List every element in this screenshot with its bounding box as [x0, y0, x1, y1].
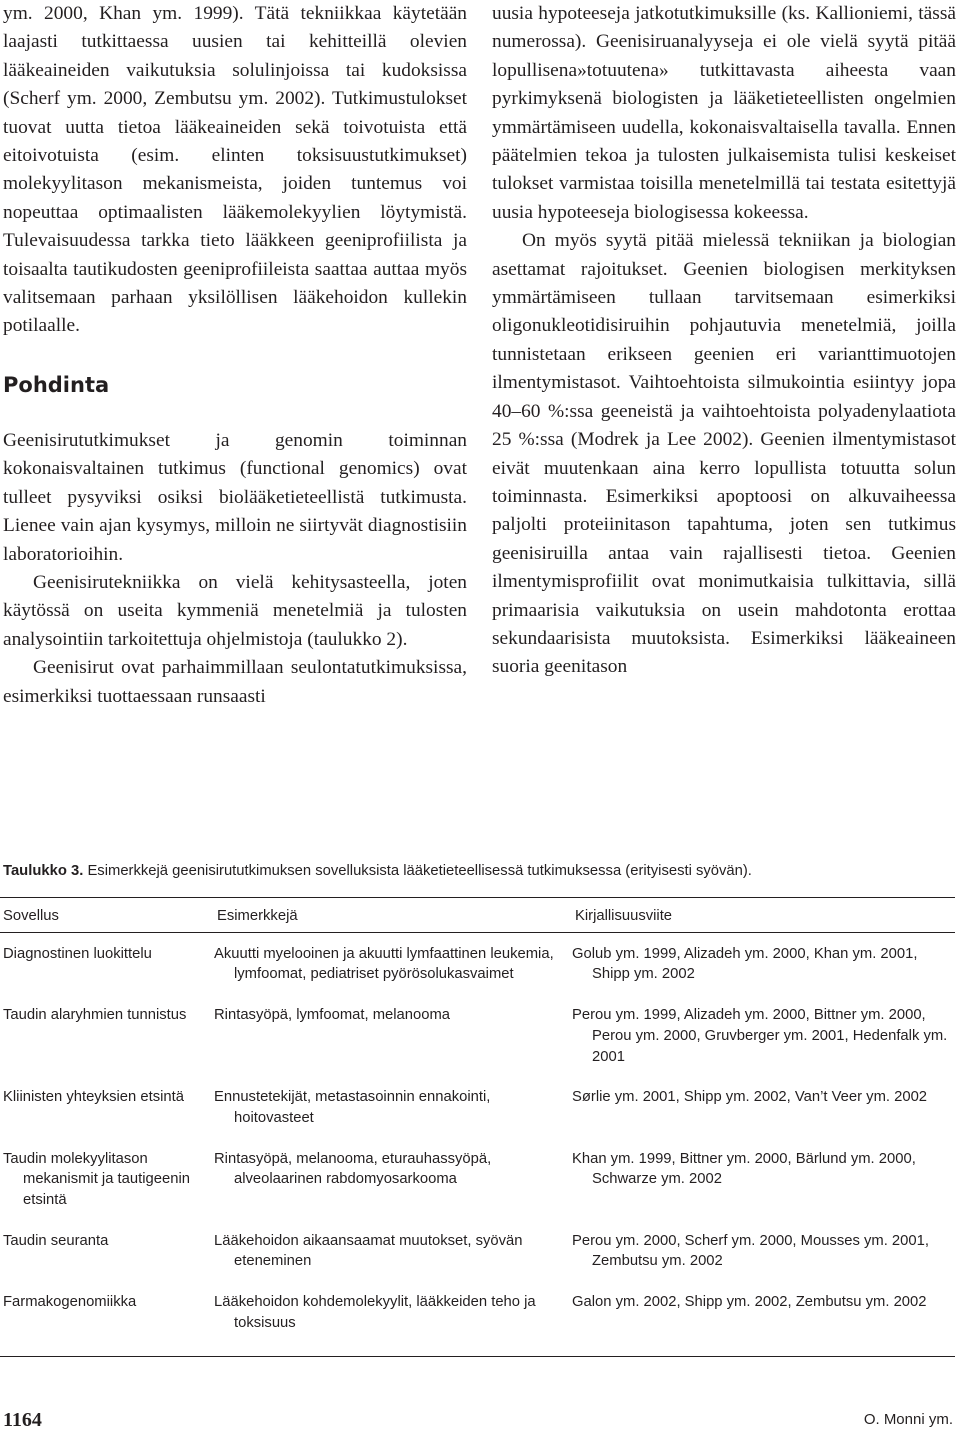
table-cell: Golub ym. 1999, Alizadeh ym. 2000, Khan ym. 2001, Shipp ym. 2002 — [572, 945, 918, 983]
body-paragraph: ym. 2000, Khan ym. 1999). Tätä tekniikkaa käytetään laajasti tutkittaessa uusien tai kehitteillä olevien lääkeaineiden vaikutuksia solulinjoissa tai kudoksissa (Scherf ym. 2000, Zembutsu ym. 2002). Tutkimustulokset tuovat uutta tietoa lääkeaineiden sekä toivotuista että eitoivotuista (esim. elinten toksisuustutkimukset) molekyylitason mekanismeista, joiden tuntemus voi nopeuttaa optimaalisten lääkemolekyylien löytymistä. Tulevaisuudessa tarkka tieto lääkkeen geeniprofiilista ja toisaalta tautikudosten geeniprofiileista saattaa auttaa myös valitsemaan parhaan yksilöllisen lääkehoidon kullekin potilaalle. — [3, 3, 467, 337]
table-cell: Taudin alaryhmien tunnistus — [3, 1007, 187, 1024]
table-row — [0, 932, 955, 1005]
table-row — [0, 1149, 955, 1231]
table-cell: Farmakogenomiikka — [0, 1292, 214, 1356]
right-column — [492, 0, 956, 682]
table-caption-label: Taulukko 3. — [3, 863, 84, 879]
table-cell: Kliinisten yhteyksien etsintä — [3, 1089, 184, 1106]
table-cell: Diagnostinen luokittelu — [3, 945, 152, 962]
table-cell: Perou ym. 2000, Scherf ym. 2000, Mousses ym. 2001, Zembutsu ym. 2002 — [572, 1232, 929, 1270]
table-cell: Akuutti myelooinen ja akuutti lymfaattinen leukemia, lymfoomat, pediatriset pyörösolukasvaimet — [214, 945, 554, 983]
column-header: Sovellus — [0, 898, 214, 933]
table-cell: Rintasyöpä, lymfoomat, melanooma — [214, 1007, 451, 1024]
left-column — [3, 0, 467, 711]
table-caption — [3, 861, 953, 881]
applications-table — [0, 897, 955, 1357]
table-row — [0, 1087, 955, 1148]
body-paragraph: Geenisirut ovat parhaimmillaan seulontatutkimuksissa, esimerkiksi tuottaessaan runsaasti — [3, 657, 467, 707]
page-number: 1164 — [3, 1409, 42, 1431]
table-cell: Sørlie ym. 2001, Shipp ym. 2002, Van’t Veer ym. 2002 — [572, 1089, 928, 1106]
table-cell: Taudin seuranta — [3, 1232, 109, 1249]
table-cell: Lääkehoidon aikaansaamat muutokset, syövän eteneminen — [214, 1232, 523, 1270]
body-paragraph: Geenisirututkimukset ja genomin toiminnan kokonaisvaltainen tutkimus (functional genomics) ovat tulleet pysyviksi osiksi biolääketieteellistä tutkimusta. Lienee vain ajan kysymys, milloin ne siirtyvät diagnostisiin laboratorioihin. — [3, 429, 467, 565]
table-cell: Perou ym. 1999, Alizadeh ym. 2000, Bittner ym. 2000, Perou ym. 2000, Gruvberger ym. 2001, Hedenfalk ym. 2001 — [572, 1007, 948, 1065]
table-row — [0, 1231, 955, 1292]
section-heading: Pohdinta — [3, 372, 110, 397]
table-caption-text: Esimerkkejä geenisirututkimuksen sovelluksista lääketieteellisessä tutkimuksessa (erityisesti syövän). — [87, 863, 752, 879]
table-cell: Rintasyöpä, melanooma, eturauhassyöpä, alveolaarinen rabdomyosarkooma — [214, 1150, 492, 1188]
table-row — [0, 1005, 955, 1087]
table-cell: Khan ym. 1999, Bittner ym. 2000, Bärlund ym. 2000, Schwarze ym. 2002 — [572, 1150, 916, 1188]
table-header-row — [0, 898, 955, 933]
body-paragraph: Geenisirutekniikka on vielä kehitysasteella, joten käytössä on useita kymmeniä menetelmiä ja tulosten analysointiin tarkoitettuja ohjelmistoja (taulukko 2). — [3, 571, 467, 650]
table-cell: Lääkehoidon kohdemolekyylit, lääkkeiden teho ja toksisuus — [214, 1292, 572, 1356]
column-header: Esimerkkejä — [214, 898, 572, 933]
body-paragraph: On myös syytä pitää mielessä tekniikan ja biologian asettamat rajoitukset. Geenien biologisen merkityksen ymmärtämiseen tullaan tarvitsemaan esimerkiksi oligonukleotidisiruihin pohjautuvia menetelmiä, joilla tunnistetaan erikseen geenien eri varianttimuotojen ilmentymistasot. Vaihtoehtoista silmukointia esiintyy jopa 40–60 %:ssa geeneistä ja vaihtoehtoista polyadenylaatiota 25 %:ssa (Modrek ja Lee 2002). Geenien ilmentymistasot eivät muutenkaan aina kerro lopullista totuutta solun toiminnasta. Esimerkiksi apoptoosi on alkuvaiheessa paljolti proteiinitason tapahtuma, joten sen tutkimus geenisiruilla antaa vain rajallisesti tietoa. Geenien ilmentymisprofiilit ovat monimutkaisia tulkittavia, sillä primaarisia vaikutuksia on usein mahdotonta erottaa sekundaarisista muutoksista. Esimerkiksi lääkeaineen suoria geenitason — [492, 230, 956, 678]
table-row — [0, 1292, 955, 1356]
table-cell: Ennustetekijät, metastasoinnin ennakointi, hoitovasteet — [214, 1089, 491, 1126]
body-paragraph: uusia hypoteeseja jatkotutkimuksille (ks. Kallioniemi, tässä numerossa). Geenisiruanalyyseja ei ole vielä syytä pitää lopullisena»totuutena» tutkittavasta aiheesta vaan pyrkimyksenä biologisten ja lääketieteellisten ongelmien ymmärtämiseen uudella, kokonaisvaltaisella tavalla. Ennen päätelmien tekoa ja tulosten julkaisemista tulisi keskeiset tulokset varmistaa toisilla menetelmillä tai testata esitettyjä uusia hypoteeseja biologisessa kokeessa. — [492, 3, 956, 223]
table-cell: Taudin molekyylitason mekanismit ja tautigeenin etsintä — [3, 1150, 190, 1209]
column-header: Kirjallisuusviite — [572, 898, 955, 933]
running-author: O. Monni ym. — [863, 1411, 953, 1428]
table-cell: Galon ym. 2002, Shipp ym. 2002, Zembutsu ym. 2002 — [572, 1292, 955, 1356]
